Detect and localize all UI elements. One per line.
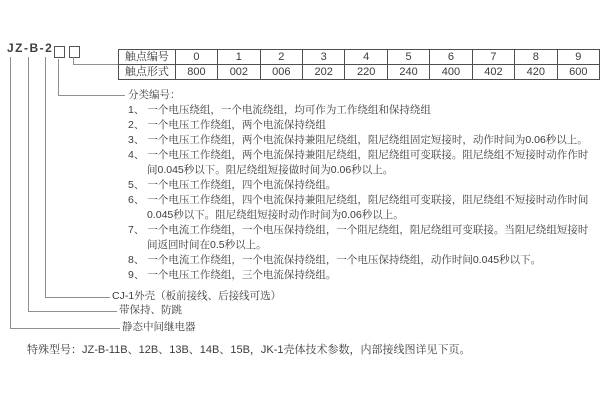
table-cell: 800 — [175, 65, 217, 80]
classification-item-5 — [128, 178, 596, 193]
table-cell: 202 — [303, 65, 345, 80]
table-cell: 4 — [345, 50, 387, 65]
callout-hold-antipump: 带保持、防跳 — [119, 304, 182, 316]
contact-table — [118, 49, 600, 80]
item-number: 8、 — [128, 254, 145, 266]
table-row-header: 触点形式 — [119, 65, 176, 80]
model-designation: JZ-B-2 — [7, 41, 54, 55]
item-text: 一个电流工作绕组，一个电压保持绕组，一个阻尼绕组，阻尼绕组可变联接。当阻尼绕组短接时间返回时间在0.5秒以上。 — [147, 224, 589, 251]
table-cell: 5 — [387, 50, 429, 65]
table-cell: 006 — [260, 65, 302, 80]
table-cell: 9 — [557, 50, 599, 65]
item-number: 5、 — [128, 179, 145, 191]
item-number: 3、 — [128, 134, 145, 146]
table-cell: 3 — [303, 50, 345, 65]
item-text: 一个电压工作绕组，四个电流保持兼阻尼绕组，阻尼绕组可变联接，阻尼绕组不短接时动作时间0.045秒以下。阻尼绕组短接时动作时间为0.06秒以上。 — [147, 194, 589, 221]
item-number: 9、 — [128, 269, 145, 281]
item-text: 一个电流工作绕组，一个电流保持绕组，一个电压保持绕组，动作时间0.045秒以下。 — [147, 254, 542, 266]
callout-static-relay: 静态中间继电器 — [122, 321, 196, 333]
table-cell: 0 — [175, 50, 217, 65]
item-text: 一个电压工作绕组，两个电流保持兼阻尼绕组，阻尼绕组可变联接。阻尼绕组不短接时动作作时间0.045秒以下。阻尼绕组短接做时间为0.06秒以上。 — [147, 149, 589, 176]
classification-heading: 分类编号： — [128, 89, 181, 101]
classification-item-8 — [128, 253, 596, 268]
table-cell: 8 — [515, 50, 557, 65]
table-cell: 6 — [430, 50, 472, 65]
table-row-contact-number — [119, 50, 600, 65]
table-cell: 402 — [472, 65, 514, 80]
item-number: 6、 — [128, 194, 145, 206]
item-text: 一个电压绕组，一个电流绕组，均可作为工作绕组和保持绕组 — [147, 104, 431, 116]
item-number: 1、 — [128, 104, 145, 116]
item-text: 一个电压工作绕组，四个电流保持绕组。 — [147, 179, 337, 191]
classification-item-3 — [128, 133, 596, 148]
table-cell: 220 — [345, 65, 387, 80]
classification-list — [128, 88, 596, 283]
classification-item-1 — [128, 103, 596, 118]
table-cell: 2 — [260, 50, 302, 65]
table-cell: 420 — [515, 65, 557, 80]
classification-item-7 — [128, 223, 596, 253]
table-cell: 1 — [218, 50, 260, 65]
item-text: 一个电压工作绕组，两个电流保持兼阻尼绕组，阻尼绕组固定短接时，动作时间为0.06秒以上。 — [147, 134, 588, 146]
classification-item-6 — [128, 193, 596, 223]
item-text: 一个电压工作绕组，三个电流保持绕组。 — [147, 269, 337, 281]
table-cell: 7 — [472, 50, 514, 65]
item-text: 一个电压工作绕组，两个电流保持绕组 — [147, 119, 326, 131]
table-row-contact-form — [119, 65, 600, 80]
table-cell: 240 — [387, 65, 429, 80]
item-number: 4、 — [128, 149, 145, 161]
leader-line-contact-table — [73, 57, 119, 65]
classification-item-9 — [128, 268, 596, 283]
classification-item-2 — [128, 118, 596, 133]
table-row-header: 触点编号 — [119, 50, 176, 65]
item-number: 7、 — [128, 224, 145, 236]
special-model-note: 特殊型号：JZ-B-11B、12B、13B、14B、15B，JK-1壳体技术参数，内部接线图详见下页。 — [27, 344, 471, 356]
table-cell: 002 — [218, 65, 260, 80]
table-cell: 600 — [557, 65, 599, 80]
item-number: 2、 — [128, 119, 145, 131]
callout-case: CJ-1外壳（板前接线、后接线可选） — [112, 290, 282, 302]
classification-item-4 — [128, 148, 596, 178]
table-cell: 400 — [430, 65, 472, 80]
